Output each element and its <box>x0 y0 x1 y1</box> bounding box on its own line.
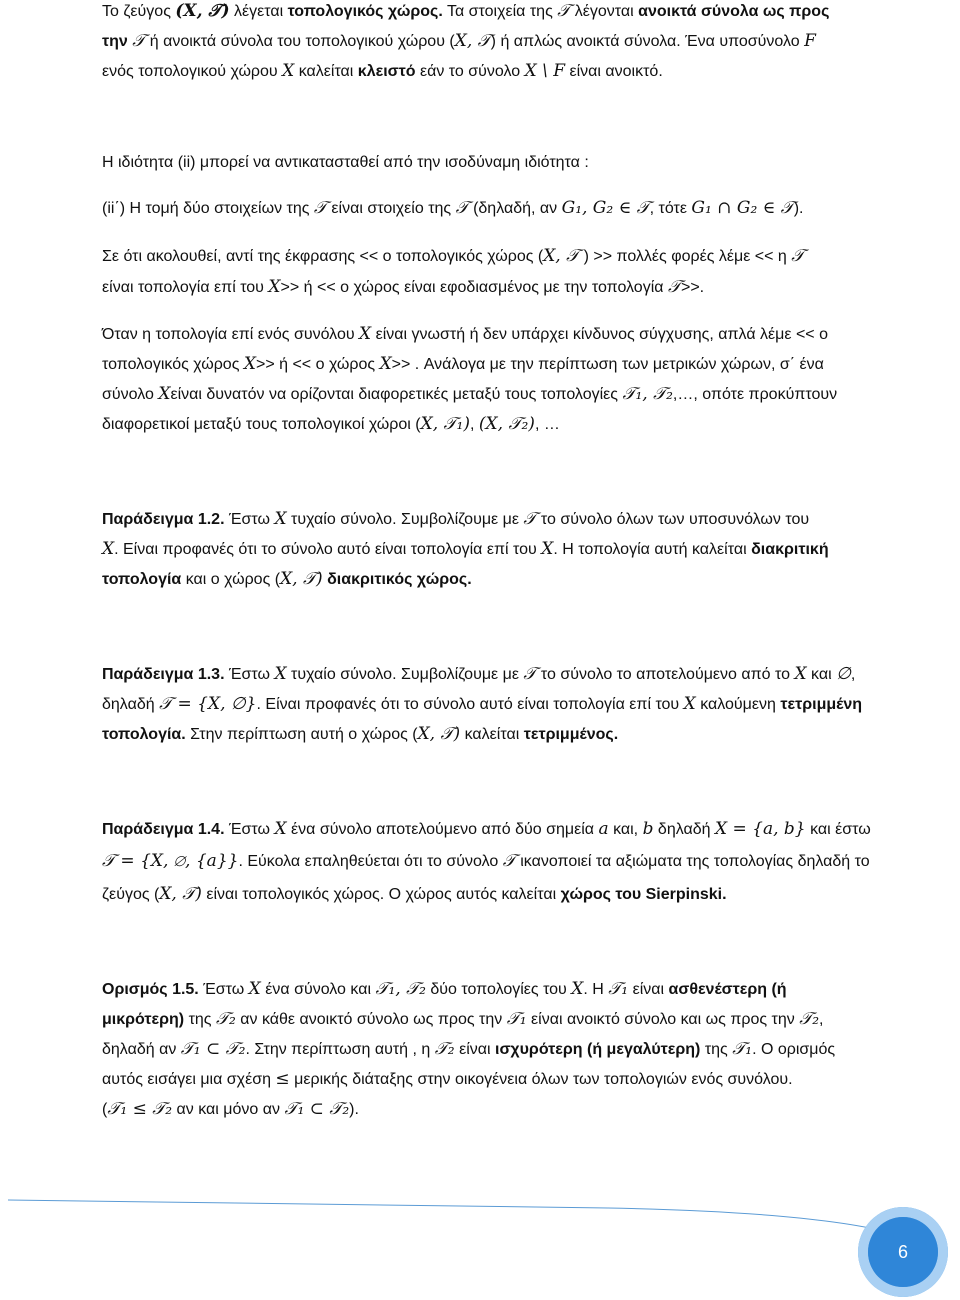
page-number: 6 <box>897 1242 908 1262</box>
text-line: διαφορετικοί μεταξύ τους τοπολογικοί χώροι (X, 𝒯₁), (X, 𝒯₂), … <box>102 414 560 434</box>
text-line: ζεύγος (X, 𝒯) είναι τοπολογικός χώρος. Ο χώρος αυτός καλείται χώρος του Sierpinski. <box>102 884 727 904</box>
example-title: Παράδειγμα 1.3. <box>102 666 225 683</box>
text-line: σύνολο Xείναι δυνατόν να ορίζονται διαφορετικές μεταξύ τους τοπολογίες 𝒯₁, 𝒯₂,…, οπότε προκύπτουν <box>102 384 838 404</box>
text-line: 𝒯 = {X, ∅, {a}}. Εύκολα επαληθεύεται ότι το σύνολο 𝒯 ικανοποιεί τα αξιώματα της τοπολογίας δηλαδή το <box>102 851 870 871</box>
text-line: δηλαδή 𝒯 = {X, ∅}. Είναι προφανές ότι το σύνολο αυτό είναι τοπολογία επί του X καλούμενη τετριμμένη <box>102 694 863 714</box>
text-line: Η ιδιότητα (ii) μπορεί να αντικατασταθεί από την ισοδύναμη ιδιότητα : <box>102 154 589 171</box>
text-line: είναι τοπολογία επί του X>> ή << ο χώρος είναι εφοδιασμένος με την τοπολογία 𝒯>>. <box>102 277 705 297</box>
text-line: τοπολογία και ο χώρος (X, 𝒯) διακριτικός χώρος. <box>102 569 472 589</box>
text-line: την 𝒯 ή ανοικτά σύνολα του τοπολογικού χώρου (X, 𝒯) ή απλώς ανοικτά σύνολα. Ένα υποσύνολο F <box>102 31 816 51</box>
page-number-badge <box>858 1207 948 1297</box>
text-line: Το ζεύγος (X, 𝒯) λέγεται τοπολογικός χώρος. Τα στοιχεία της 𝒯 λέγονται ανοικτά σύνολα ως προς <box>102 1 830 21</box>
text-line: τοπολογία. Στην περίπτωση αυτή ο χώρος (X, 𝒯) καλείται τετριμμένος. <box>102 724 619 744</box>
text-line: (ii΄) Η τομή δύο στοιχείων της 𝒯 είναι στοιχείο της 𝒯 (δηλαδή, αν G₁, G₂ ∈ 𝒯, τότε G₁ ∩ G₂ ∈ 𝒯). <box>102 198 804 218</box>
text-line: (𝒯₁ ≤ 𝒯₂ αν και μόνο αν 𝒯₁ ⊂ 𝒯₂). <box>102 1099 359 1119</box>
text-line: Όταν η τοπολογία επί ενός συνόλου X είναι γνωστή ή δεν υπάρχει κίνδυνος σύγχυσης, απλά λέμε << ο <box>102 324 828 344</box>
text-line: Παράδειγμα 1.3. Έστω X τυχαίο σύνολο. Συμβολίζουμε με 𝒯 το σύνολο το αποτελούμενο από το X και ∅, <box>102 664 856 684</box>
text-line: δηλαδή αν 𝒯₁ ⊂ 𝒯₂. Στην περίπτωση αυτή , η 𝒯₂ είναι ισχυρότερη (ή μεγαλύτερη) της 𝒯₁. Ο ορισμός <box>102 1039 836 1059</box>
text-line: αυτός εισάγει μια σχέση ≤ μερικής διάταξης στην οικογένεια όλων των τοπολογιών ενός συνόλου. <box>102 1069 793 1089</box>
footer-rule <box>8 1198 888 1238</box>
definition-title: Ορισμός 1.5. <box>102 981 199 998</box>
text-line: μικρότερη) της 𝒯₂ αν κάθε ανοικτό σύνολο ως προς την 𝒯₁ είναι ανοικτό σύνολο και ως προς την 𝒯₂, <box>102 1009 824 1029</box>
text-line: Σε ότι ακολουθεί, αντί της έκφρασης << ο τοπολογικός χώρος (X, 𝒯 ) >> πολλές φορές λέμε << η 𝒯 <box>102 246 805 266</box>
example-title: Παράδειγμα 1.4. <box>102 821 225 838</box>
text-line: X. Είναι προφανές ότι το σύνολο αυτό είναι τοπολογία επί του X. Η τοπολογία αυτή καλείται διακριτική <box>102 539 829 559</box>
text-line: Παράδειγμα 1.2. Έστω X τυχαίο σύνολο. Συμβολίζουμε με 𝒯 το σύνολο όλων των υποσυνόλων του <box>102 509 810 529</box>
text-line: Ορισμός 1.5. Έστω X ένα σύνολο και 𝒯₁, 𝒯₂ δύο τοπολογίες του X. Η 𝒯₁ είναι ασθενέστερη (ή <box>102 979 787 999</box>
text-line: ενός τοπολογικού χώρου X καλείται κλειστό εάν το σύνολο X \ F είναι ανοικτό. <box>102 61 663 81</box>
text-line: τοπολογικός χώρος X>> ή << ο χώρος X>> . Ανάλογα με την περίπτωση των μετρικών χώρων, σ΄ ένα <box>102 354 824 374</box>
example-title: Παράδειγμα 1.2. <box>102 511 225 528</box>
text-line: Παράδειγμα 1.4. Έστω X ένα σύνολο αποτελούμενο από δύο σημεία a και, b δηλαδή X = {a, b} και έστω <box>102 819 871 839</box>
